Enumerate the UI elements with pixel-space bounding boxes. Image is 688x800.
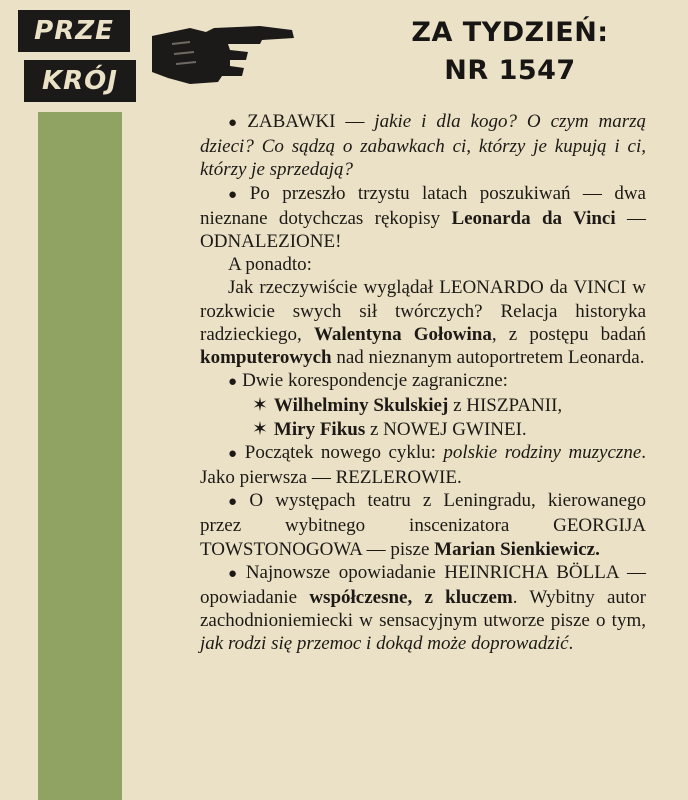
logo-line-2: KRÓJ bbox=[24, 60, 136, 102]
heading-line-1: ZA TYDZIEŃ: bbox=[411, 17, 609, 48]
item-correspondence: ● Dwie korespondencje zagraniczne: bbox=[228, 370, 508, 392]
item-music-families: ● Początek nowego cyklu: polskie rodziny muzyczne. Jako pierwsza — REZLEROWIE. bbox=[200, 441, 647, 489]
item-leonardo-portrait: Jak rzeczywiście wyglądał LEONARDO da VINCI w rozkwicie swych sił twórczych? Relacja historyka radzieckiego, Walentyna Gołowina, z postępu badań komputerowych nad nieznanym autoportretem Leonarda. bbox=[200, 277, 646, 369]
bullet-icon: ● bbox=[228, 374, 238, 391]
pointing-hand-icon bbox=[150, 14, 298, 90]
bullet-icon: ● bbox=[228, 445, 240, 462]
bullet-icon: ● bbox=[228, 494, 245, 511]
bullet-icon: ● bbox=[228, 186, 245, 203]
item-spain: ✶ Wilhelminy Skulskiej z HISZPANII, bbox=[252, 395, 563, 417]
star-icon: ✶ bbox=[252, 395, 268, 417]
przekroj-logo bbox=[18, 10, 138, 100]
issue-heading bbox=[380, 14, 640, 90]
logo-line-1: PRZE bbox=[18, 10, 130, 52]
heading-line-2: NR 1547 bbox=[444, 55, 576, 86]
item-toys: ● ZABAWKI — jakie i dla kogo? O czym marzą dzieci? Co sądzą o zabawkach ci, którzy je kupują i ci, którzy je sprzedają? bbox=[200, 111, 646, 181]
article-list bbox=[200, 110, 646, 656]
star-icon: ✶ bbox=[252, 418, 268, 440]
item-also: A ponadto: bbox=[228, 254, 312, 276]
bullet-icon: ● bbox=[228, 565, 241, 582]
item-new-guinea: ✶ Miry Fikus z NOWEJ GWINEI. bbox=[252, 418, 527, 440]
item-theatre: ● O występach teatru z Leningradu, kierowanego przez wybitnego inscenizatora GEORGIJA TOWSTONOGOWA — pisze Marian Sienkiewicz. bbox=[200, 490, 646, 560]
item-leonardo-manuscripts: ● Po przeszło trzystu latach poszukiwań — dwa nieznane dotychczas rękopisy Leonarda da Vinci — ODNALEZIONE! bbox=[200, 182, 646, 253]
green-stripe bbox=[38, 112, 122, 800]
bullet-icon: ● bbox=[228, 115, 243, 131]
item-boll-story: ● Najnowsze opowiadanie HEINRICHA BÖLLA — opowiadanie współczesne, z kluczem. Wybitny autor zachodnioniemiecki w sensacyjnym utworze pisze o tym, jak rodzi się przemoc i dokąd może doprowadzić. bbox=[200, 561, 647, 655]
